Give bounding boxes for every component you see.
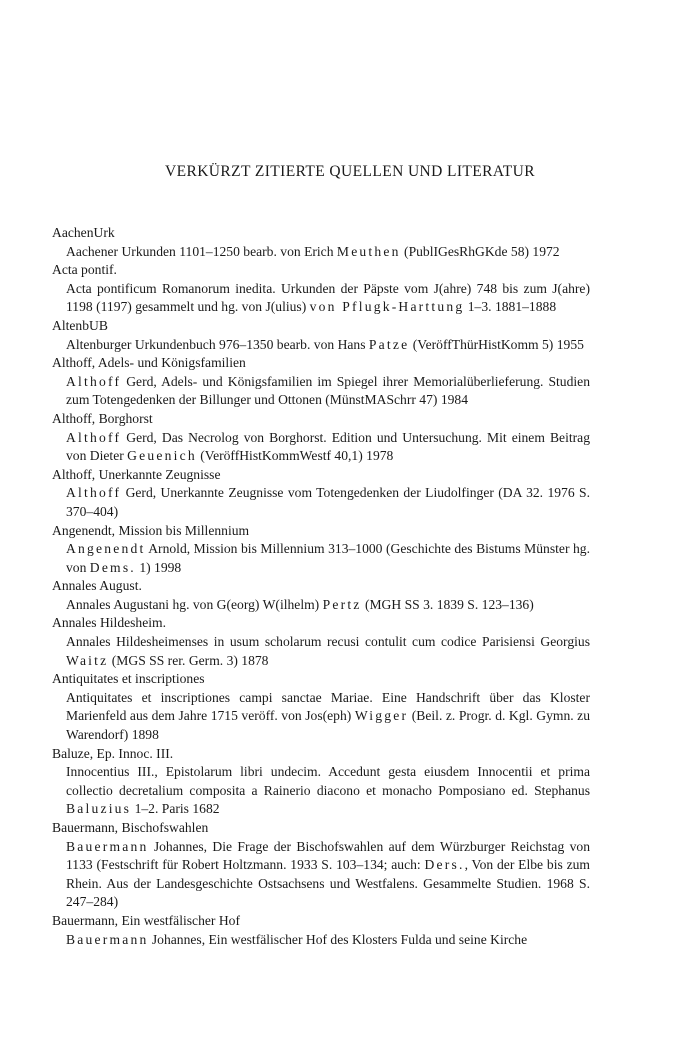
entry-full-citation (66, 689, 590, 745)
bibliography-entry (52, 317, 590, 354)
citation-text: Aachener Urkunden 1101–1250 bearb. von Erich (66, 243, 337, 259)
author-name: Meuthen (336, 243, 401, 259)
entry-short-title: AachenUrk (52, 225, 115, 240)
citation-text: Innocentius III., Epistolarum libri undecim. Accedunt gesta eiusdem Innocentii et prima collectio decretalium composita a Rainerio diacono et monacho Pomposiano ed. Stephanus (66, 764, 590, 798)
entry-short-title: Althoff, Adels- und Königsfamilien (52, 355, 246, 371)
citation-text: Arnold, Mission bis Millennium 313–1000 (Geschichte des Bistums Münster hg. von (66, 541, 590, 575)
bibliography-entry (52, 577, 590, 614)
citation-text: Gerd, Das Necrolog von Borghorst. Edition und Untersuchung. Mit einem Beitrag von Dieter (66, 429, 590, 464)
author-name: von Pflugk-Harttung (309, 299, 465, 315)
bibliography-entry (52, 410, 590, 466)
citation-text: (MGH SS 3. 1839 S. 123–136) (361, 596, 534, 612)
entry-short-title: Bauermann, Ein westfälischer Hof (52, 912, 240, 928)
author-name: Geuenich (127, 448, 197, 464)
bibliography-list (52, 224, 590, 949)
author-name: Ders. (424, 857, 465, 873)
entry-full-citation (66, 540, 590, 577)
entry-full-citation (66, 280, 590, 317)
entry-short-title: Angenendt, Mission bis Millennium (52, 522, 250, 538)
citation-text: Annales Augustani hg. von G(eorg) W(ilhelm) (66, 596, 323, 612)
bibliography-entry (52, 354, 590, 410)
author-name: Dems. (89, 559, 136, 575)
entry-short-title: Acta pontif. (52, 262, 117, 278)
entry-full-citation (66, 429, 590, 466)
entry-short-title: Baluze, Ep. Innoc. III. (52, 745, 174, 761)
citation-text: Annales Hildesheimenses in usum scholarum recusi contulit cum codice Parisiensi Georgius (66, 634, 590, 650)
author-name: Patze (368, 336, 410, 352)
citation-text: Gerd, Unerkannte Zeugnisse vom Totengedenken der Liudolfinger (DA 32. 1976 S. 370–404) (66, 485, 590, 519)
citation-text: (VeröffThürHistKomm 5) 1955 (409, 336, 584, 352)
citation-text: Johannes, Die Frage der Bischofswahlen auf dem Würzburger Reichstag von 1133 (Festschrift für Robert Holtzmann. 1933 S. 103–134; auch: (66, 838, 590, 873)
entry-short-title: Althoff, Borghorst (52, 410, 153, 426)
page-title: VERKÜRZT ZITIERTE QUELLEN UND LITERATUR (165, 163, 535, 180)
citation-text: Altenburger Urkundenbuch 976–1350 bearb. von Hans (66, 336, 369, 352)
author-name: Waitz (66, 652, 109, 668)
entry-full-citation (66, 373, 590, 410)
bibliography-entry (52, 466, 590, 522)
bibliography-entry (52, 261, 590, 317)
author-name: Althoff (66, 485, 122, 501)
entry-full-citation (66, 931, 590, 950)
citation-text: Acta pontificum Romanorum inedita. Urkunden der Päpste vom J(ahre) 748 bis zum J(ahre) 1198 (1197) gesammelt und hg. von J(ulius) (66, 280, 590, 315)
citation-text: Johannes, Ein westfälischer Hof des Klosters Fulda und seine Kirche (148, 931, 528, 947)
entry-short-title: AltenbUB (52, 317, 108, 333)
citation-text: , Von der Elbe bis zum Rhein. Aus der Landesgeschichte Ostsachsens und Westfalens. Gesammelte Studien. 1968 S. 247–284) (66, 857, 590, 910)
citation-text: 1–3. 1881–1888 (464, 299, 557, 315)
author-name: Althoff (66, 373, 122, 389)
entry-short-title: Althoff, Unerkannte Zeugnisse (52, 466, 221, 482)
citation-text: Antiquitates et inscriptiones campi sanctae Mariae. Eine Handschrift über das Kloster Marienfeld aus dem Jahre 1715 veröff. von Jos(eph) (66, 689, 590, 724)
entry-full-citation (66, 838, 590, 912)
bibliography-entry (52, 745, 590, 819)
entry-full-citation (66, 763, 590, 819)
bibliography-entry (52, 224, 590, 261)
author-name: Wigger (354, 708, 409, 724)
author-name: Pertz (322, 596, 362, 612)
entry-full-citation (66, 633, 590, 670)
citation-text: (VeröffHistKommWestf 40,1) 1978 (196, 448, 394, 464)
entry-short-title: Antiquitates et inscriptiones (52, 671, 205, 687)
citation-text: (Beil. z. Progr. d. Kgl. Gymn. zu Warendorf) 1898 (66, 708, 590, 743)
citation-text: 1–2. Paris 1682 (131, 801, 220, 817)
bibliography-entry (52, 912, 590, 949)
author-name: Baluzius (66, 801, 132, 817)
entry-full-citation (66, 596, 590, 615)
citation-text: (PublIGesRhGKde 58) 1972 (400, 243, 560, 259)
citation-text: Gerd, Adels- und Königsfamilien im Spiegel ihrer Memorialüberlieferung. Studien zum Totengedenken der Billunger und Ottonen (MünstMASchrr 47) 1984 (66, 373, 590, 408)
bibliography-entry (52, 819, 590, 912)
author-name: Angenendt (66, 541, 146, 557)
entry-full-citation (66, 243, 590, 262)
bibliography-entry (52, 614, 590, 670)
citation-text: 1) 1998 (135, 559, 182, 575)
bibliography-entry (52, 670, 590, 744)
citation-text: (MGS SS rer. Germ. 3) 1878 (108, 652, 269, 668)
entry-full-citation (66, 484, 590, 521)
bibliography-entry (52, 522, 590, 578)
entry-full-citation (66, 336, 590, 355)
author-name: Bauermann (66, 838, 149, 854)
entry-short-title: Bauermann, Bischofswahlen (52, 820, 209, 835)
entry-short-title: Annales August. (52, 578, 142, 594)
author-name: Althoff (66, 429, 122, 445)
entry-short-title: Annales Hildesheim. (52, 615, 167, 631)
author-name: Bauermann (66, 931, 149, 947)
